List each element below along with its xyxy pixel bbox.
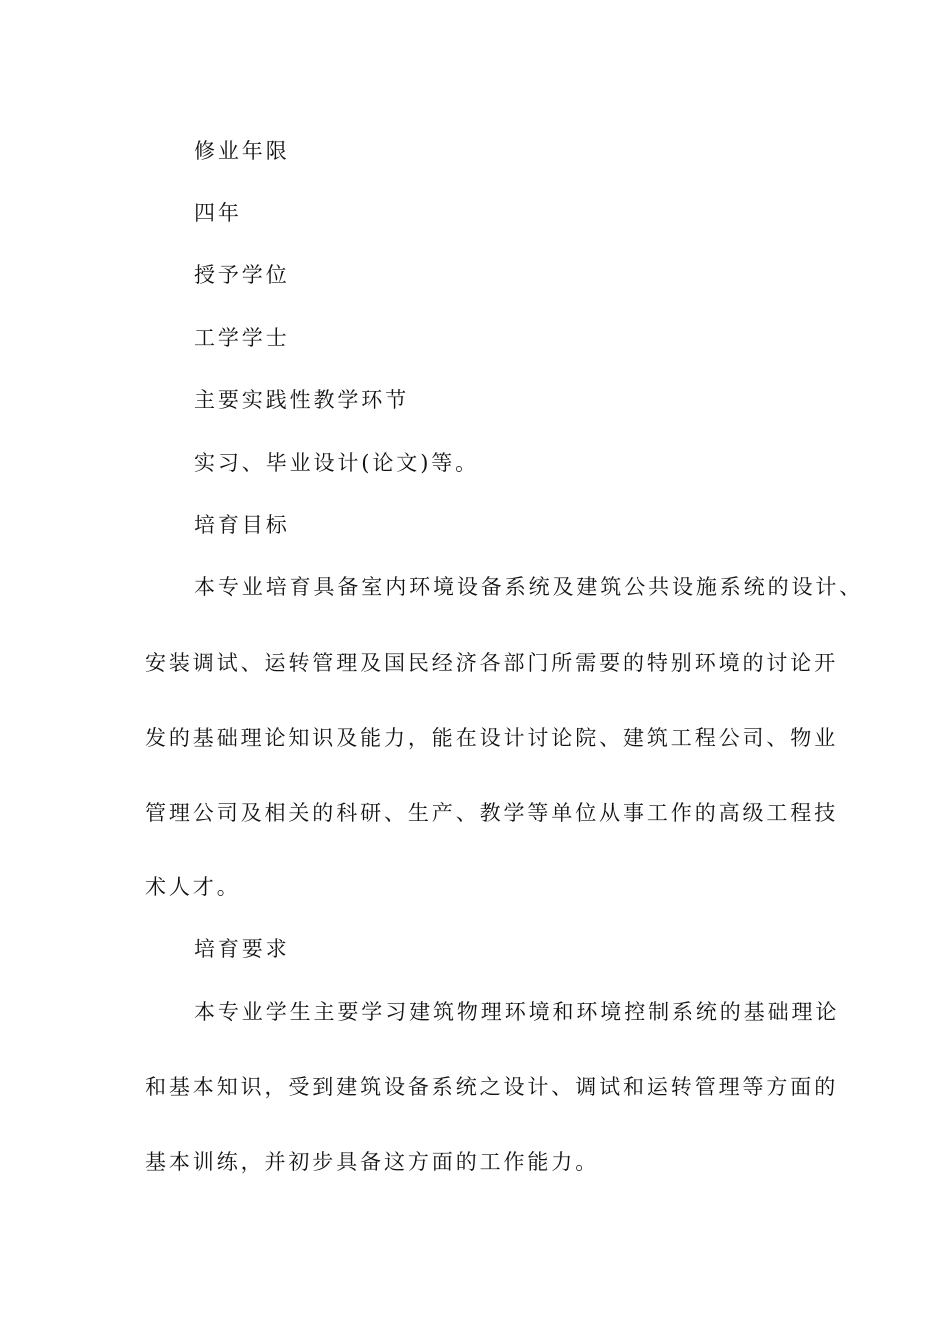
goal-line-2: 安装调试、运转管理及国民经济各部门所需要的特别环境的讨论开: [145, 651, 839, 675]
requirement-line-1: 本专业学生主要学习建筑物理环境和环境控制系统的基础理论: [194, 1000, 840, 1024]
goal-line-5: 术人才。: [145, 875, 241, 899]
heading-training-goal: 培育目标: [194, 513, 290, 537]
heading-practice-links: 主要实践性教学环节: [194, 388, 410, 412]
requirement-line-2: 和基本知识，受到建筑设备系统之设计、调试和运转管理等方面的: [145, 1075, 839, 1099]
requirement-line-3: 基本训练，并初步具备这方面的工作能力。: [145, 1150, 600, 1174]
value-degree: 工学学士: [194, 326, 290, 350]
goal-line-4: 管理公司及相关的科研、生产、教学等单位从事工作的高级工程技: [145, 801, 839, 825]
heading-study-duration: 修业年限: [194, 139, 290, 163]
heading-training-requirements: 培育要求: [194, 937, 290, 961]
heading-degree: 授予学位: [194, 263, 290, 287]
value-practice-links: 实习、毕业设计(论文)等。: [194, 451, 480, 475]
goal-line-3: 发的基础理论知识及能力，能在设计讨论院、建筑工程公司、物业: [145, 726, 839, 750]
goal-line-1: 本专业培育具备室内环境设备系统及建筑公共设施系统的设计、: [194, 575, 864, 599]
value-study-duration: 四年: [194, 201, 242, 225]
